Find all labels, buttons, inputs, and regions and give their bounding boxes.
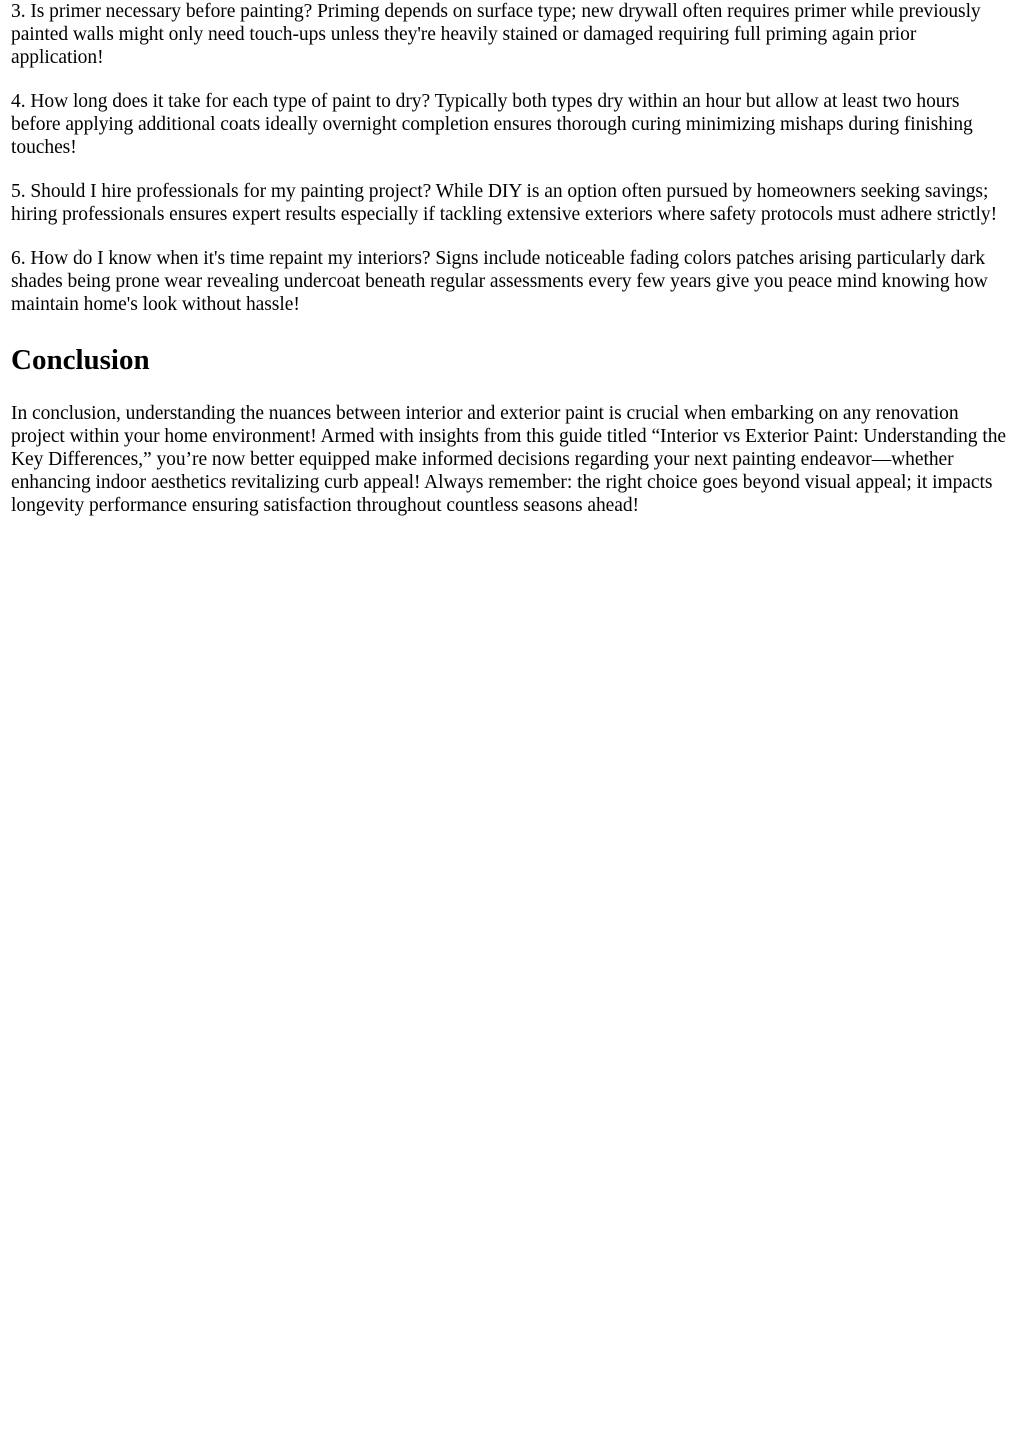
article-body: [11, 0, 1011, 517]
conclusion-paragraph: In conclusion, understanding the nuances between interior and exterior paint is crucial when embarking on any renovation project within your home environment! Armed with insights from this guide titled “Interior vs Exterior Paint: Understanding the Key Differences,” you’re now better equipped make informed decisions regarding your next painting endeavor—whether enhancing indoor aesthetics revitalizing curb appeal! Always remember: the right choice goes beyond visual appeal; it impacts longevity performance ensuring satisfaction throughout countless seasons ahead!: [11, 403, 1007, 516]
faq-item-drying-time: 4. How long does it take for each type of paint to dry? Typically both types dry within an hour but allow at least two hours before applying additional coats ideally overnight completion ensures thorough curing minimizing mishaps during finishing touches!: [11, 91, 973, 158]
conclusion-heading: Conclusion: [11, 344, 150, 376]
faq-item-hire-professionals: 5. Should I hire professionals for my painting project? While DIY is an option often pursued by homeowners seeking savings; hiring professionals ensures expert results especially if tackling extensive exteriors where safety protocols must adhere strictly!: [11, 181, 998, 225]
faq-item-repaint-timing: 6. How do I know when it's time repaint my interiors? Signs include noticeable fading colors patches arising particularly dark shades being prone wear revealing undercoat beneath regular assessments every few years give you peace mind knowing how maintain home's look without hassle!: [11, 248, 988, 315]
faq-item-primer: 3. Is primer necessary before painting? Priming depends on surface type; new drywall often requires primer while previously painted walls might only need touch-ups unless they're heavily stained or damaged requiring full priming again prior application!: [11, 1, 981, 68]
